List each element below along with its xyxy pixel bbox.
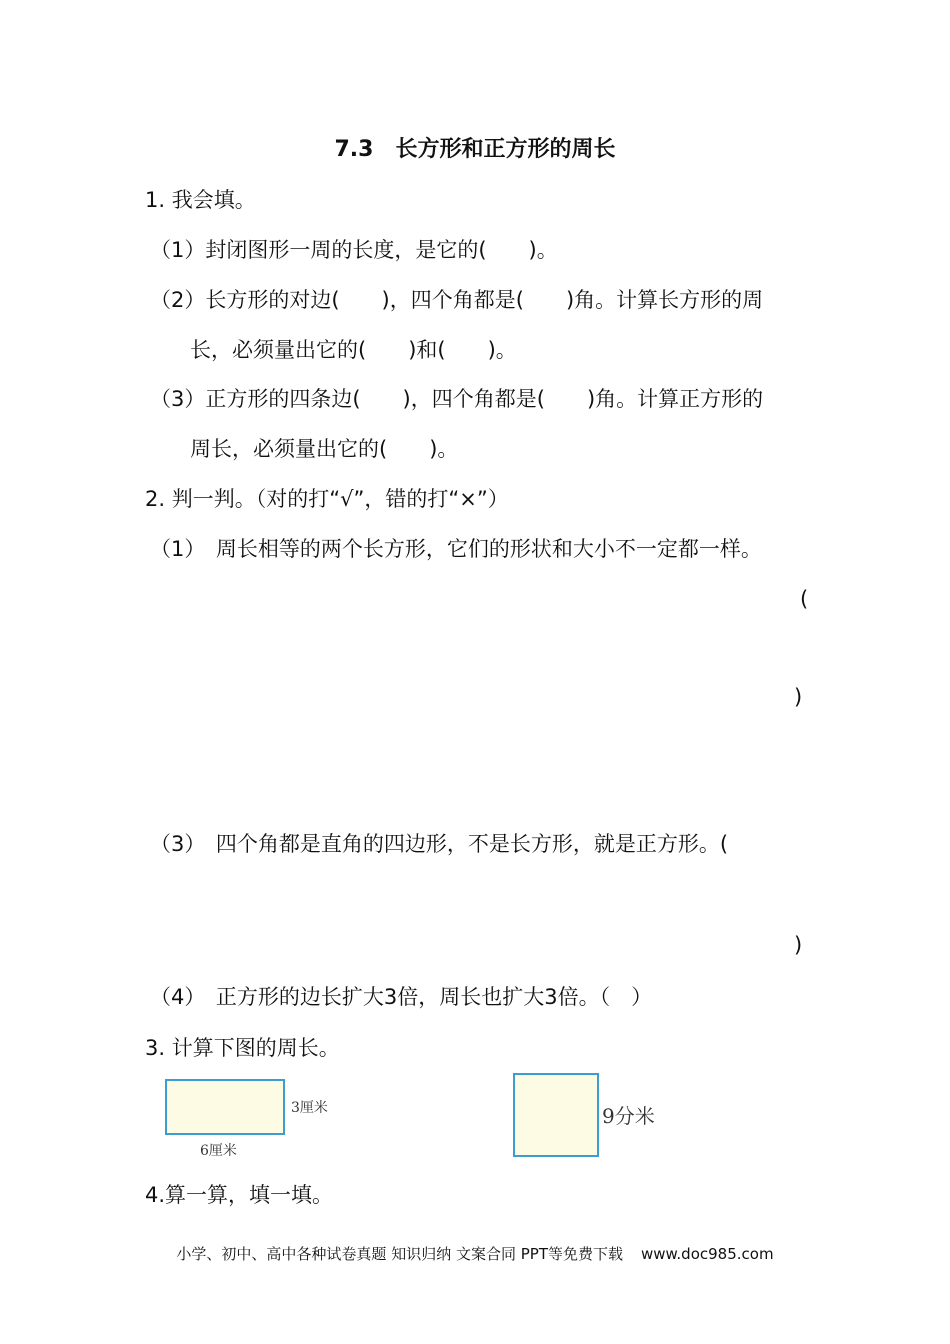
- q1-item-2-line-1: （2）长方形的对边( )，四个角都是( )角。计算长方形的周: [150, 288, 764, 312]
- q2-item-3: （3） 四个角都是直角的四边形，不是长方形，就是正方形。(: [150, 832, 729, 856]
- footer-text: 小学、初中、高中各种试卷真题 知识归纳 文案合同 PPT等免费下载: [176, 1245, 623, 1263]
- q1-item-1: （1）封闭图形一周的长度，是它的( )。: [150, 238, 558, 262]
- footer-url[interactable]: www.doc985.com: [640, 1245, 774, 1263]
- q1-heading: 1. 我会填。: [145, 188, 256, 212]
- q1-item-3-line-1: （3）正方形的四条边( )，四个角都是( )角。计算正方形的: [150, 387, 764, 411]
- q3-heading: 3. 计算下图的周长。: [145, 1036, 340, 1060]
- rectangle-width-label: 6厘米: [200, 1143, 237, 1159]
- page-title: 7.3 长方形和正方形的周长: [334, 137, 616, 162]
- q4-heading: 4.算一算，填一填。: [145, 1183, 334, 1207]
- square-side-label: 9分米: [602, 1104, 655, 1128]
- q2-heading: 2. 判一判。（对的打“√”，错的打“×”）: [145, 487, 509, 511]
- q2-item-1: （1） 周长相等的两个长方形，它们的形状和大小不一定都一样。: [150, 537, 762, 561]
- rectangle-figure: [165, 1079, 285, 1135]
- q2-item-4: （4） 正方形的边长扩大3倍，周长也扩大3倍。（ ）: [150, 985, 653, 1009]
- square-figure: [513, 1073, 599, 1157]
- q2-item-3-answer-close: ): [794, 933, 803, 957]
- rectangle-height-label: 3厘米: [291, 1100, 328, 1116]
- q1-item-3-line-2: 周长，必须量出它的( )。: [190, 437, 459, 461]
- q2-item-1-answer-close: ): [794, 685, 803, 709]
- q1-item-2-line-2: 长，必须量出它的( )和( )。: [190, 338, 517, 362]
- footer: [0, 1243, 950, 1265]
- q2-item-1-answer-open: (: [800, 587, 809, 611]
